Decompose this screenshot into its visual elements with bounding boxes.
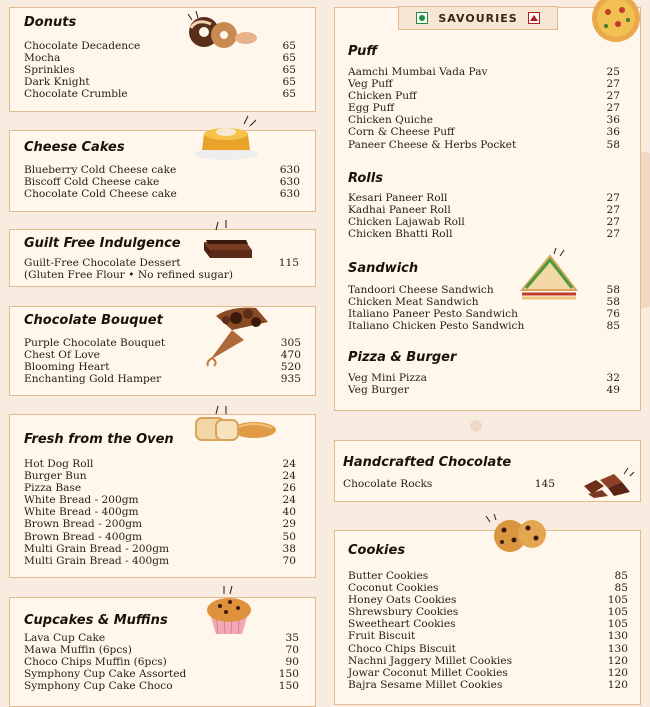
list-item: Enchanting Gold Hamper 935: [24, 373, 301, 386]
list-item: Chicken Bhatti Roll 27: [348, 228, 620, 241]
cookies-illustration: [474, 512, 558, 554]
list-item: Chest Of Love 470: [24, 349, 301, 362]
oven-list: [24, 458, 296, 567]
list-item: Veg Puff 27: [348, 78, 620, 91]
list-item: Chicken Meat Sandwich 58: [348, 296, 620, 309]
list-item: Multi Grain Bread - 400gm 70: [24, 554, 296, 567]
handcrafted-title: Handcrafted Chocolate: [343, 455, 512, 470]
savouries-tab: [398, 6, 558, 30]
list-item: Butter Cookies 85: [348, 570, 628, 582]
list-item: Chicken Puff 27: [348, 90, 620, 103]
list-item: Honey Oats Cookies 105: [348, 594, 628, 607]
list-item: Mawa Muffin (6pcs) 70: [24, 644, 299, 657]
list-item: Symphony Cup Cake Assorted 150: [24, 668, 299, 681]
list-item: Paneer Cheese & Herbs Pocket 58: [348, 138, 620, 151]
chocolate-bouquet-title: Chocolate Bouquet: [24, 313, 163, 328]
list-item: Brown Bread - 400gm 50: [24, 530, 296, 543]
background-blob: [470, 420, 482, 432]
cookies-list: [348, 570, 628, 691]
list-item: Chocolate Rocks 145: [343, 478, 555, 490]
list-item: Brown Bread - 200gm 29: [24, 518, 296, 531]
cheese-cakes-title: Cheese Cakes: [24, 140, 125, 155]
pizza-illustration: [582, 0, 650, 44]
list-item: Egg Puff 27: [348, 102, 620, 115]
list-item: Veg Mini Pizza 32: [348, 372, 620, 384]
muffin-illustration: [198, 584, 260, 636]
list-item: Lava Cup Cake 35: [24, 632, 299, 644]
rolls-list: [348, 192, 620, 240]
list-item: Jowar Coconut Millet Cookies 120: [348, 666, 628, 679]
list-item: Sweetheart Cookies 105: [348, 618, 628, 631]
non-veg-icon: [528, 12, 540, 24]
list-item: Chicken Lajawab Roll 27: [348, 216, 620, 229]
list-item: Blooming Heart 520: [24, 361, 301, 374]
donuts-list: [24, 40, 296, 100]
cupcakes-list: [24, 632, 299, 692]
list-item: Sprinkles 65: [24, 64, 296, 77]
cheesecake-illustration: [190, 110, 266, 162]
oven-title: Fresh from the Oven: [24, 432, 174, 447]
sandwich-title: Sandwich: [348, 261, 419, 276]
list-item: Veg Burger 49: [348, 384, 620, 397]
list-item: Chocolate Cold Cheese cake 630: [24, 188, 300, 201]
list-item: Burger Bun 24: [24, 470, 296, 483]
list-item: Dark Knight 65: [24, 76, 296, 89]
puff-title: Puff: [348, 44, 378, 59]
bread-illustration: [188, 404, 280, 444]
list-item: Purple Chocolate Bouquet 305: [24, 337, 301, 349]
list-item: Shrewsbury Cookies 105: [348, 606, 628, 619]
list-item: Aamchi Mumbai Vada Pav 25: [348, 66, 620, 78]
savouries-tab-label: SAVOURIES: [438, 11, 518, 25]
chocolate-dessert-illustration: [196, 216, 262, 262]
list-item: Chicken Quiche 36: [348, 114, 620, 127]
guilt-free-list: [24, 257, 299, 281]
veg-icon: [416, 12, 428, 24]
handcrafted-list: [343, 478, 555, 490]
list-item: Coconut Cookies 85: [348, 582, 628, 595]
rolls-title: Rolls: [348, 171, 383, 186]
chocolate-rocks-illustration: [578, 466, 640, 500]
list-item: Multi Grain Bread - 200gm 38: [24, 542, 296, 555]
cheese-cakes-list: [24, 164, 300, 200]
donuts-title: Donuts: [24, 15, 77, 30]
list-item: White Bread - 200gm 24: [24, 494, 296, 507]
chocolate-bouquet-list: [24, 337, 301, 385]
list-item: Tandoori Cheese Sandwich 58: [348, 284, 620, 296]
list-item: Kadhai Paneer Roll 27: [348, 204, 620, 217]
list-item: Hot Dog Roll 24: [24, 458, 296, 470]
list-item: Choco Chips Muffin (6pcs) 90: [24, 656, 299, 669]
list-item: Pizza Base 26: [24, 482, 296, 495]
puff-list: [348, 66, 620, 151]
list-item: Corn & Cheese Puff 36: [348, 126, 620, 139]
guilt-free-title: Guilt Free Indulgence: [24, 236, 181, 251]
cupcakes-title: Cupcakes & Muffins: [24, 613, 168, 628]
list-item: White Bread - 400gm 40: [24, 506, 296, 519]
cookies-title: Cookies: [348, 543, 406, 558]
pizza-burger-title: Pizza & Burger: [348, 350, 457, 365]
dietary-note: (Gluten Free Flour • No refined sugar): [24, 269, 234, 282]
list-item: Bajra Sesame Millet Cookies 120: [348, 678, 628, 691]
list-item: Italiano Paneer Pesto Sandwich 76: [348, 308, 620, 321]
list-item: Choco Chips Biscuit 130: [348, 642, 628, 655]
list-item: Chocolate Crumble 65: [24, 88, 296, 101]
pizza-burger-list: [348, 372, 620, 396]
list-item: Italiano Chicken Pesto Sandwich 85: [348, 320, 620, 333]
list-item: Blueberry Cold Cheese cake 630: [24, 164, 300, 176]
list-item: Chocolate Decadence 65: [24, 40, 296, 52]
list-item: Nachni Jaggery Millet Cookies 120: [348, 654, 628, 667]
list-item: Fruit Biscuit 130: [348, 630, 628, 643]
sandwich-list: [348, 284, 620, 332]
list-item: Guilt-Free Chocolate Dessert 115: [24, 257, 299, 269]
list-item: Biscoff Cold Cheese cake 630: [24, 176, 300, 189]
list-item: Symphony Cup Cake Choco 150: [24, 680, 299, 693]
list-item: Mocha 65: [24, 52, 296, 65]
list-item: Kesari Paneer Roll 27: [348, 192, 620, 204]
